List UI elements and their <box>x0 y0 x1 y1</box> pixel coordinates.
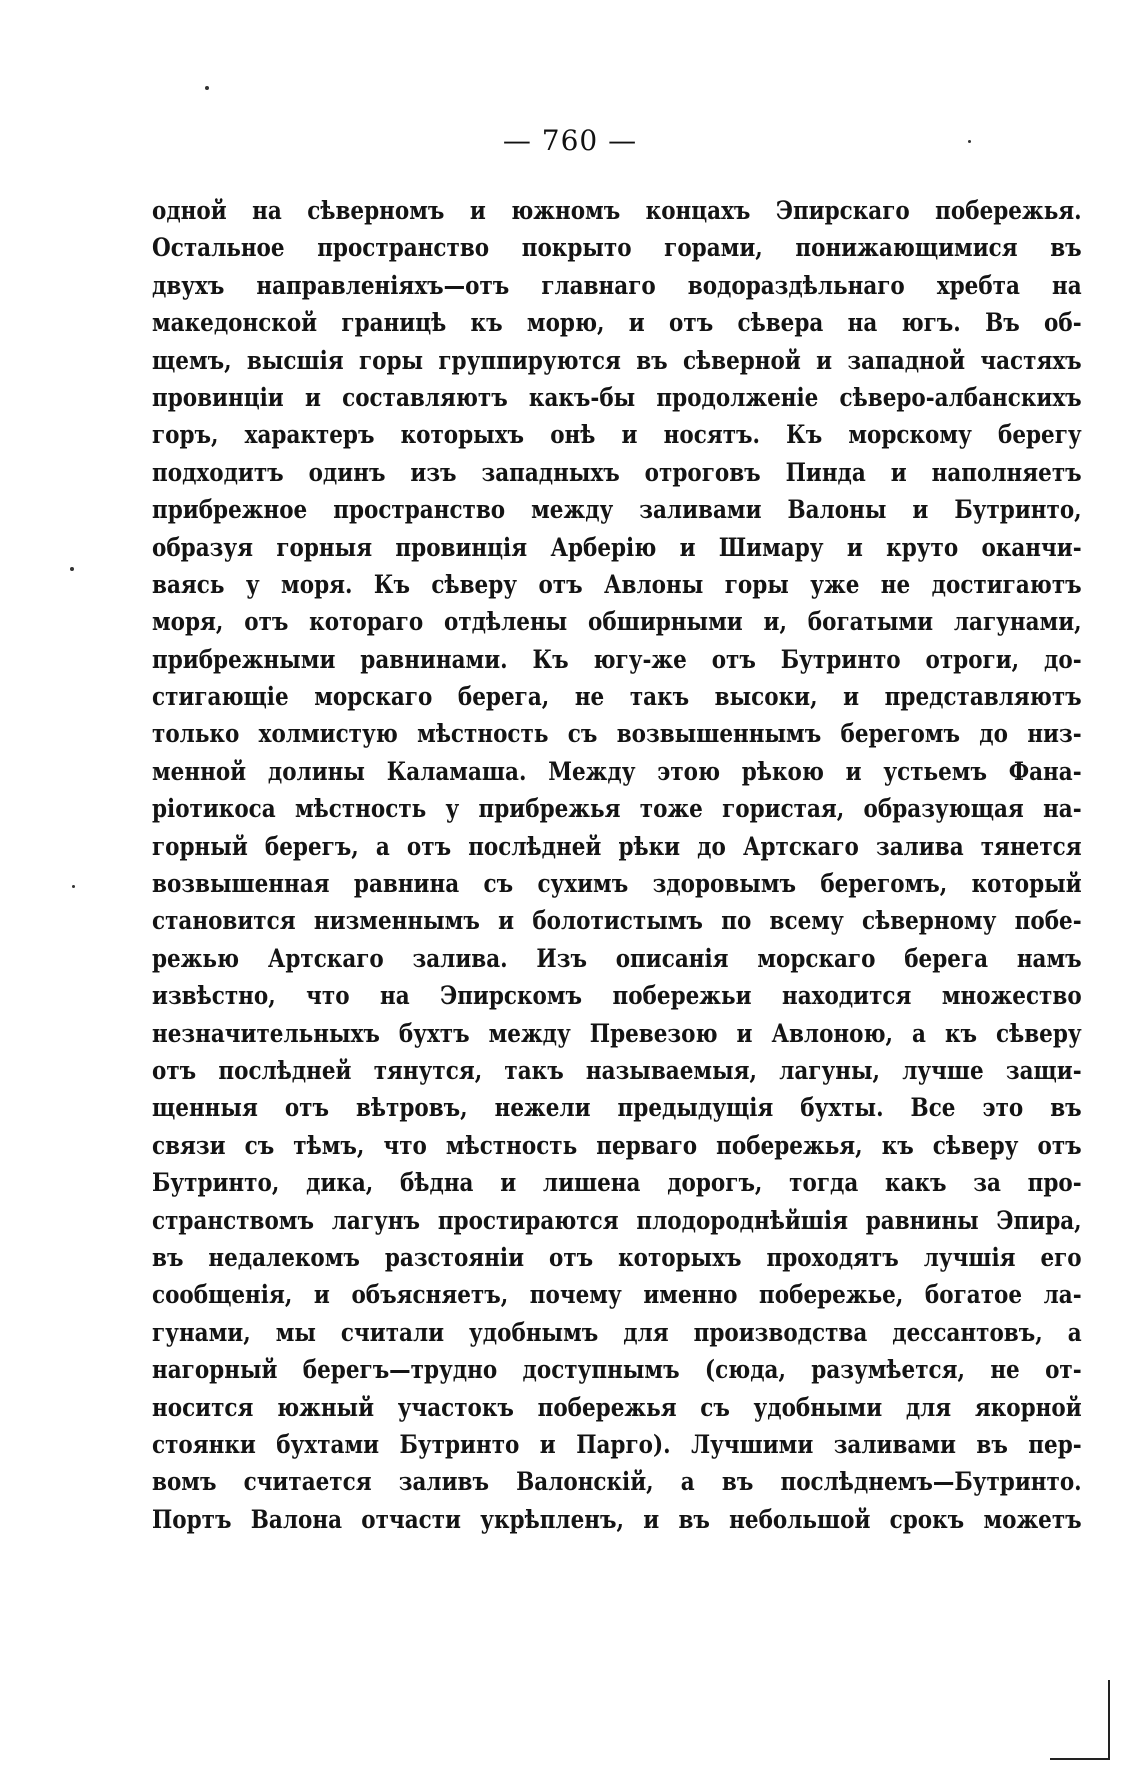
text-line: сообщенія, и объясняетъ, почему именно побережье, богатое ла- <box>152 1280 1082 1310</box>
scan-speck <box>205 86 209 90</box>
text-line: Бутринто, дика, бѣдна и лишена дорогъ, тогда какъ за про- <box>152 1168 1082 1198</box>
text-line: связи съ тѣмъ, что мѣстность перваго побережья, къ сѣверу отъ <box>152 1130 1082 1160</box>
crop-mark <box>1050 1758 1110 1760</box>
text-line: македонской границѣ къ морю, и отъ сѣвера на югъ. Въ об- <box>152 308 1082 338</box>
text-line: извѣстно, что на Эпирскомъ побережьи находится множество <box>152 981 1082 1011</box>
text-line: вомъ считается заливъ Валонскій, а въ послѣднемъ—Бутринто. <box>152 1467 1082 1497</box>
text-line: горный берегъ, а отъ послѣдней рѣки до Артскаго залива тянется <box>152 831 1082 861</box>
text-line: гунами, мы считали удобнымъ для производства дессантовъ, а <box>152 1317 1082 1347</box>
text-line: прибрежными равнинами. Къ югу-же отъ Бутринто отроги, до- <box>152 644 1082 674</box>
body-text <box>152 192 1082 1538</box>
text-line: ваясь у моря. Къ сѣверу отъ Авлоны горы уже не достигаютъ <box>152 569 1082 599</box>
text-line: провинціи и составляютъ какъ-бы продолженіе сѣверо-албанскихъ <box>152 382 1082 412</box>
text-line: носится южный участокъ побережья съ удобными для якорной <box>152 1392 1082 1422</box>
text-line: нагорный берегъ—трудно доступнымъ (сюда, разумѣется, не от- <box>152 1355 1082 1385</box>
text-line: двухъ направленіяхъ—отъ главнаго водораздѣльнаго хребта на <box>152 270 1082 300</box>
text-line: становится низменнымъ и болотистымъ по всему сѣверному побе- <box>152 906 1082 936</box>
text-line: странствомъ лагунъ простираются плодороднѣйшія равнины Эпира, <box>152 1205 1082 1235</box>
text-line: отъ послѣдней тянутся, такъ называемыя, лагуны, лучше защи- <box>152 1055 1082 1085</box>
crop-mark <box>1108 1680 1110 1760</box>
text-line: образуя горныя провинція Арберію и Шимару и круто оканчи- <box>152 532 1082 562</box>
text-line: Портъ Валона отчасти укрѣпленъ, и въ небольшой срокъ можетъ <box>152 1504 1082 1534</box>
text-line: только холмистую мѣстность съ возвышеннымъ берегомъ до низ- <box>152 719 1082 749</box>
page-number: — 760 — <box>502 124 638 157</box>
text-line: менной долины Каламаша. Между этою рѣкою и устьемъ Фана- <box>152 756 1082 786</box>
text-line: стигающіе морскаго берега, не такъ высоки, и представляютъ <box>152 682 1082 712</box>
text-line: горъ, характеръ которыхъ онѣ и носятъ. Къ морскому берегу <box>152 420 1082 450</box>
text-line: одной на сѣверномъ и южномъ концахъ Эпирскаго побережья. <box>152 196 1082 225</box>
text-line: щенныя отъ вѣтровъ, нежели предыдущія бухты. Все это въ <box>152 1093 1082 1123</box>
scan-speck <box>72 885 75 888</box>
text-line: Остальное пространство покрыто горами, понижающимися въ <box>152 233 1082 263</box>
text-line: въ недалекомъ разстояніи отъ которыхъ проходятъ лучшія его <box>152 1242 1082 1272</box>
scan-speck <box>70 567 74 571</box>
text-line: возвышенная равнина съ сухимъ здоровымъ берегомъ, который <box>152 869 1082 899</box>
text-line: щемъ, высшія горы группируются въ сѣверной и западной частяхъ <box>152 345 1082 375</box>
text-line: подходитъ одинъ изъ западныхъ отроговъ Пинда и наполняетъ <box>152 457 1082 487</box>
text-line: режью Артскаго залива. Изъ описанія морскаго берега намъ <box>152 943 1082 973</box>
text-line: прибрежное пространство между заливами Валоны и Бутринто, <box>152 495 1082 525</box>
text-line: моря, отъ котораго отдѣлены обширными и, богатыми лагунами, <box>152 607 1082 637</box>
text-line: ріотикоса мѣстность у прибрежья тоже гористая, образующая на- <box>152 794 1082 824</box>
text-line: стоянки бухтами Бутринто и Парго). Лучшими заливами въ пер- <box>152 1429 1082 1459</box>
text-line: незначительныхъ бухтъ между Превезою и Авлоною, а къ сѣверу <box>152 1018 1082 1048</box>
